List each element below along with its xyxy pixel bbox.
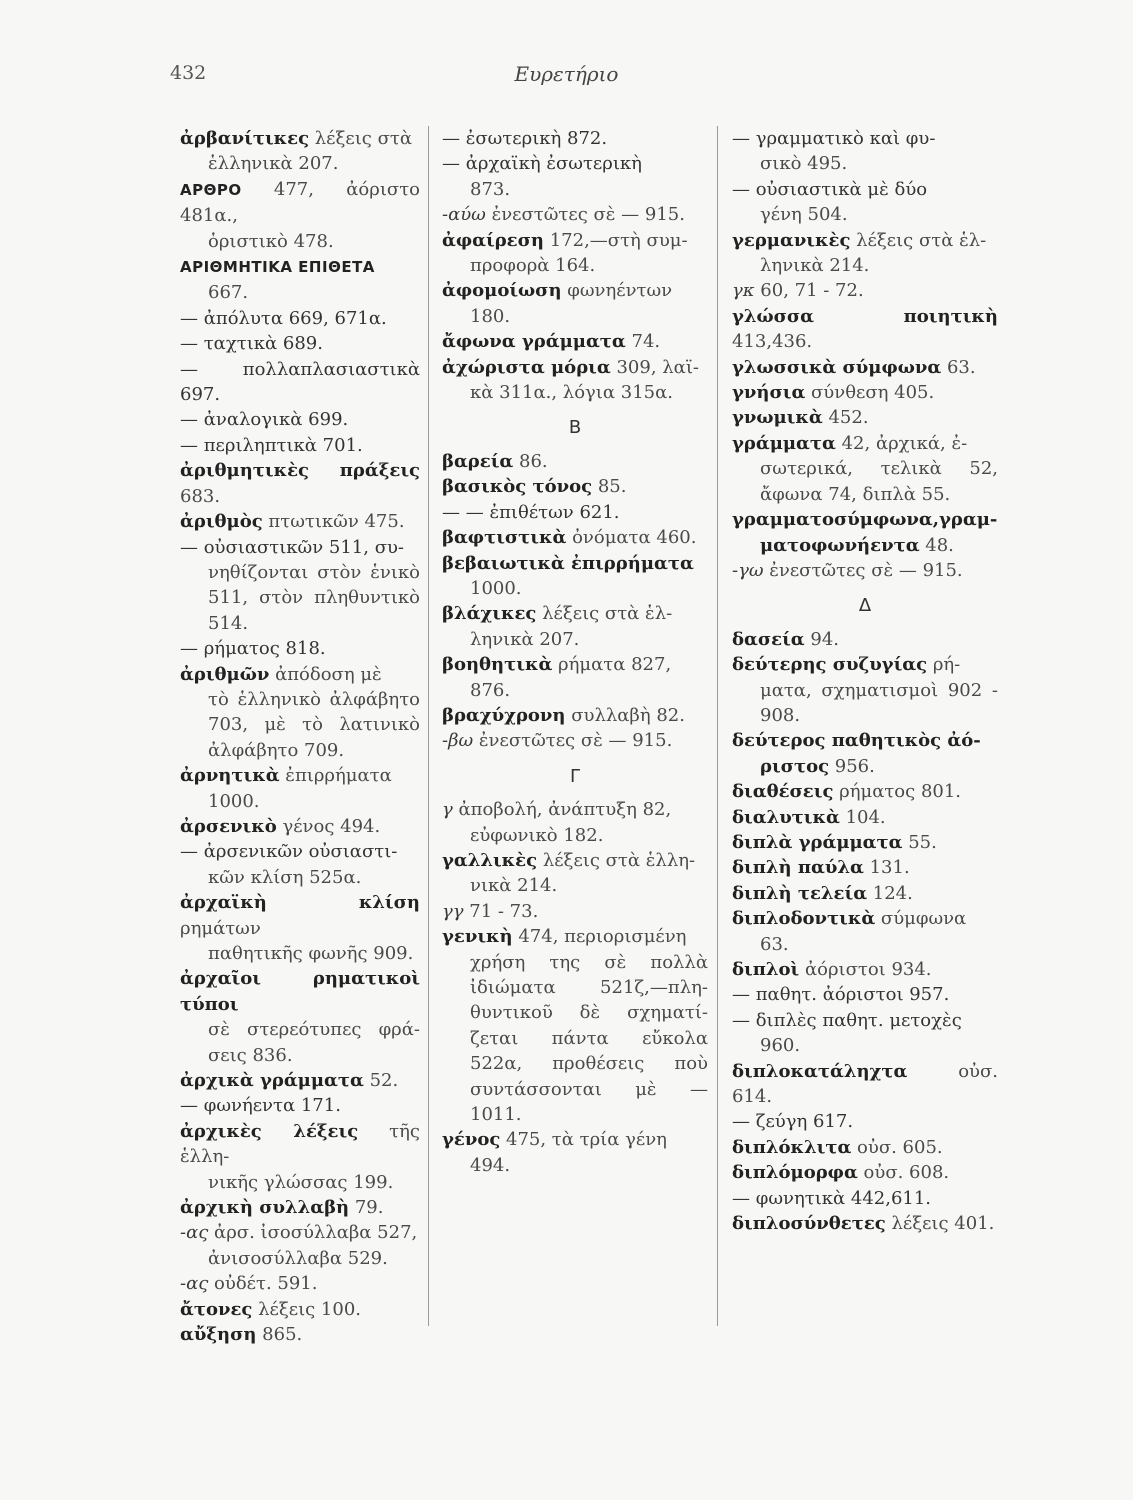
entry-subentry: — — ἐπιθέτων 621.: [442, 501, 620, 523]
entry-text: λέξεις στὰ ἑλ-: [850, 229, 987, 251]
entry-text: ματα, σχηματισμοὶ 902 - 908.: [760, 679, 998, 726]
index-entry: [180, 763, 420, 814]
entry-headword: βασικὸς τόνος: [442, 476, 593, 498]
entry-text: 60, 71 - 72.: [754, 280, 864, 302]
entry-text: κὰ 311α., λόγια 315α.: [470, 382, 673, 404]
entry-headword: διπλὴ τελεία: [732, 882, 868, 904]
index-entry: [442, 525, 708, 550]
entry-continuation: [180, 560, 420, 636]
index-entry: [442, 500, 708, 525]
index-entry: [442, 151, 708, 202]
entry-headword: ἀχώριστα μόρια: [442, 356, 611, 378]
entry-text: 960.: [760, 1035, 801, 1057]
entry-text: ἐπιρρήματα: [279, 765, 392, 787]
entry-text: 63.: [941, 356, 976, 378]
entry-text: ἀπόδοση μὲ: [269, 663, 382, 685]
entry-headword: βαφτιστικὰ: [442, 527, 567, 549]
entry-text: προφορὰ 164.: [470, 255, 596, 277]
entry-continuation: [442, 380, 708, 405]
entry-text: οὐσ. 608.: [857, 1162, 950, 1184]
entry-text: ρημάτων: [180, 917, 261, 939]
entry-headword: ἀριθμῶν: [180, 663, 270, 685]
entry-text: 873.: [470, 178, 511, 200]
entry-suffix: -ας: [180, 1222, 209, 1244]
entry-headword: δεύτερης συζυγίας: [732, 654, 928, 676]
entry-text: 865.: [256, 1324, 303, 1346]
index-entry: [732, 304, 998, 355]
entry-headword: βοηθητικὰ: [442, 654, 553, 676]
entry-subentry: — πολλαπλασιαστικὰ 697.: [180, 358, 420, 406]
entry-text: ρήματα 827,: [552, 654, 672, 676]
page-number: 432: [170, 62, 207, 84]
index-entry: [442, 1127, 708, 1178]
entry-headword: ριστος: [760, 755, 830, 777]
entry-headword: δεύτερος παθητικὸς ἀό-: [732, 730, 981, 752]
entry-suffix: -γω: [732, 559, 764, 581]
index-entry: [180, 1322, 420, 1347]
index-entry: [732, 982, 998, 1007]
entry-text: παθητικῆς φωνῆς 909.: [208, 943, 414, 964]
entry-text: λέξεις 100.: [252, 1298, 362, 1320]
entry-text: νικὰ 214.: [470, 875, 558, 897]
entry-text: 55.: [902, 831, 937, 853]
entry-text: ἀρσ. ἰσοσύλλαβα 527,: [208, 1222, 418, 1244]
index-entry: [732, 1186, 998, 1211]
entry-headword: ἀφομοίωση: [442, 280, 562, 302]
entry-text: 63.: [760, 933, 789, 955]
index-entry: [732, 228, 998, 279]
entry-text: τῆς ἑλλη-: [180, 1120, 421, 1168]
entry-subentry: — ἀρσενικῶν οὐσιαστι-: [180, 841, 398, 863]
entry-headword: ΑΡΘΡΟ: [180, 180, 242, 199]
entry-continuation: [732, 754, 998, 779]
index-entry: [732, 1135, 998, 1160]
index-entry: [180, 535, 420, 637]
section-letter: Β: [568, 417, 582, 439]
entry-continuation: [180, 865, 420, 890]
entry-subentry: — φωνητικὰ 442,611.: [732, 1187, 932, 1209]
index-entry: [442, 601, 708, 652]
entry-headword: γράμματα: [732, 432, 836, 454]
entry-continuation: [180, 280, 420, 305]
entry-text: ἀποβολή, ἀνάπτυξη 82,: [452, 799, 672, 821]
entry-text: 85.: [592, 476, 627, 498]
entry-headword: ἀρχικὰ γράμματα: [180, 1070, 364, 1092]
entry-subentry: — φωνήεντα 171.: [180, 1095, 341, 1117]
column-divider: [717, 126, 718, 1326]
entry-text: 71 - 73.: [463, 900, 539, 922]
entry-text: 42, ἀρχικά, ἐ-: [835, 432, 968, 454]
index-entry: [180, 839, 420, 890]
index-entry: [732, 627, 998, 652]
index-entry: [180, 662, 420, 764]
entry-continuation: [180, 1017, 420, 1068]
entry-headword: ἄτονες: [180, 1298, 253, 1320]
entry-text: οὐσ. 614.: [732, 1060, 998, 1108]
entry-text: 74.: [625, 331, 661, 353]
page-header: [0, 62, 1133, 92]
index-entry: [732, 1008, 998, 1059]
index-entry: [180, 636, 420, 661]
entry-text: 452.: [822, 407, 869, 429]
entry-text: γένος 494.: [276, 815, 381, 837]
index-entry: [732, 728, 998, 779]
index-entry: [180, 177, 420, 254]
index-entry: [732, 652, 998, 728]
entry-text: 876.: [470, 679, 511, 701]
entry-suffix: γκ: [732, 280, 755, 302]
entry-headword: διπλόκλιτα: [732, 1136, 852, 1158]
entry-continuation: [442, 823, 708, 848]
entry-continuation: [442, 1153, 708, 1178]
index-entry: [732, 126, 998, 177]
index-entry: [442, 329, 708, 354]
entry-text: 131.: [863, 857, 910, 879]
entry-text: ληνικὰ 214.: [760, 255, 870, 277]
entry-text: 667.: [208, 282, 249, 304]
entry-text: ἐνεστῶτες σὲ — 915.: [763, 559, 963, 581]
index-entry: [732, 1109, 998, 1134]
entry-continuation: [442, 873, 708, 898]
index-entry: [732, 507, 998, 558]
index-entry: [180, 306, 420, 331]
entry-continuation: [732, 202, 998, 227]
index-entry: [180, 331, 420, 356]
index-column-3: [732, 126, 998, 1236]
index-entry: [732, 830, 998, 855]
entry-text: ὁριστικὸ 478.: [208, 230, 334, 252]
index-entry: [732, 1211, 998, 1236]
entry-continuation: [732, 253, 998, 278]
entry-text: ἐνεστῶτες σὲ — 915.: [473, 730, 673, 752]
entry-text: 180.: [470, 305, 511, 327]
entry-text: λέξεις στὰ ἑλλη-: [537, 849, 696, 871]
entry-text: λέξεις στὰ ἑλ-: [536, 603, 673, 625]
entry-headword: ματοφωνήεντα: [760, 534, 920, 556]
entry-text: νικῆς γλώσσας 199.: [208, 1171, 394, 1193]
entry-text: ἀόριστοι 934.: [799, 959, 932, 980]
index-column-1: [180, 126, 420, 1348]
entry-headword: διπλοκατάληχτα: [732, 1060, 908, 1082]
entry-text: λέξεις στὰ: [309, 128, 413, 149]
entry-headword: διαλυτικὰ: [732, 806, 840, 828]
entry-suffix: γ: [442, 799, 453, 821]
index-entry: [442, 355, 708, 406]
entry-continuation: [180, 789, 420, 814]
entry-continuation: [442, 678, 708, 703]
entry-text: λέξεις 401.: [885, 1213, 995, 1235]
entry-headword: γνήσια: [732, 382, 806, 404]
entry-headword: ἀρβανίτικες: [180, 128, 310, 149]
entry-continuation: [732, 1033, 998, 1058]
entry-subentry: — ταχτικὰ 689.: [180, 333, 323, 355]
index-entry: [732, 1059, 998, 1110]
index-entry: [180, 509, 420, 534]
entry-continuation: [442, 253, 708, 278]
entry-headword: βλάχικες: [442, 603, 537, 625]
entry-continuation: [442, 950, 708, 1128]
index-entry: [442, 474, 708, 499]
entry-headword: γένος: [442, 1129, 501, 1151]
entry-text: 86.: [513, 450, 548, 472]
entry-subentry: — ἐσωτερικὴ 872.: [442, 128, 608, 149]
entry-subentry: — ζεύγη 617.: [732, 1111, 854, 1133]
entry-headword: ἀρχικὲς λέξεις: [180, 1120, 359, 1142]
entry-headword: βαρεία: [442, 450, 514, 472]
index-entry: [732, 779, 998, 804]
entry-continuation: [732, 456, 998, 507]
entry-headword: γλώσσα ποιητικὴ: [732, 305, 998, 327]
entry-text: 494.: [470, 1154, 511, 1176]
entry-suffix: γγ: [442, 900, 464, 922]
entry-text: 172,—στὴ συμ-: [543, 229, 688, 251]
entry-text: συλλαβὴ 82.: [565, 704, 685, 726]
index-entry: [180, 966, 420, 1068]
entry-text: 1000.: [470, 577, 522, 599]
entry-text: νηθίζονται στὸν ἑνικὸ 511, στὸν πληθυντικὸ 514.: [208, 561, 420, 634]
entry-headword: διπλὴ παύλα: [732, 857, 864, 879]
entry-continuation: [442, 627, 708, 652]
entry-subentry: — διπλὲς παθητ. μετοχὲς: [732, 1009, 962, 1031]
entry-headword: ἀριθμὸς: [180, 511, 263, 533]
entry-subentry: — περιληπτικὰ 701.: [180, 434, 363, 456]
entry-headword: ἀρχαϊκὴ κλίση: [180, 892, 420, 914]
entry-text: ὀνόματα 460.: [566, 527, 697, 549]
entry-continuation: [732, 151, 998, 176]
entry-text: πτωτικῶν 475.: [262, 511, 405, 533]
entry-continuation: [732, 932, 998, 957]
index-entry: [180, 458, 420, 509]
entry-headword: διπλοσύνθετες: [732, 1213, 886, 1235]
entry-headword: βεβαιωτικὰ ἐπιρρήματα: [442, 552, 694, 574]
entry-subentry: — ρήματος 818.: [180, 638, 326, 660]
index-entry: [180, 1297, 420, 1322]
entry-continuation: [180, 1170, 420, 1195]
entry-continuation: [180, 151, 420, 176]
index-entry: [180, 1068, 420, 1093]
index-entry: [732, 278, 998, 303]
entry-text: 124.: [867, 882, 913, 904]
entry-headword: δασεία: [732, 628, 805, 650]
index-entry: [180, 407, 420, 432]
index-entry: [180, 1271, 420, 1296]
index-entry: [180, 1093, 420, 1118]
index-entry: [732, 881, 998, 906]
section-letter: Δ: [858, 595, 872, 617]
index-entry: [732, 380, 998, 405]
index-entry: [180, 126, 420, 177]
entry-text: 683.: [180, 485, 221, 507]
entry-suffix: -ας: [180, 1273, 209, 1295]
entry-headword: γνωμικὰ: [732, 407, 823, 429]
index-entry: [732, 558, 998, 583]
entry-continuation: [180, 1246, 420, 1271]
entry-headword: διπλοὶ: [732, 959, 800, 980]
entry-subentry: — ἀναλογικὰ 699.: [180, 409, 349, 431]
entry-subentry: — οὐσιαστικῶν 511, συ-: [180, 536, 405, 558]
entry-text: 48.: [919, 534, 954, 556]
entry-headword: ἄφωνα γράμματα: [442, 331, 626, 353]
entry-headword: γλωσσικὰ σύμφωνα: [732, 356, 942, 378]
index-entry: [442, 551, 708, 602]
entry-headword: διαθέσεις: [732, 781, 834, 803]
index-entry: [180, 1220, 420, 1271]
index-entry: [180, 1119, 420, 1195]
index-entry: [442, 848, 708, 899]
index-entry: [442, 449, 708, 474]
entry-text: σικὸ 495.: [760, 153, 848, 175]
entry-headword: γερμανικὲς: [732, 229, 851, 251]
entry-text: 104.: [839, 806, 886, 828]
entry-text: 475, τὰ τρία γένη: [500, 1129, 667, 1151]
entry-text: ἑλληνικὰ 207.: [208, 153, 339, 175]
entry-text: σωτερικά, τελικὰ 52, ἄφωνα 74, διπλὰ 55.: [760, 458, 998, 505]
entry-text: ἐνεστῶτες σὲ — 915.: [485, 204, 685, 226]
entry-suffix: -βω: [442, 730, 474, 752]
index-entry: [180, 357, 420, 408]
entry-headword: ἀριθμητικὲς πράξεις: [180, 460, 420, 482]
index-entry: [442, 278, 708, 329]
index-entry: [442, 202, 708, 227]
index-entry: [180, 814, 420, 839]
index-entry: [732, 855, 998, 880]
entry-text: ρήματος 801.: [833, 781, 962, 803]
index-entry: [732, 405, 998, 430]
entry-headword: διπλὰ γράμματα: [732, 831, 903, 853]
entry-continuation: [442, 304, 708, 329]
entry-text: τὸ ἑλληνικὸ ἀλφάβητο 703, μὲ τὸ λατινικὸ ἀλφάβητο 709.: [208, 688, 420, 761]
entry-text: σύνθεση 405.: [805, 382, 935, 404]
entry-text: σύμφωνα: [875, 908, 967, 930]
index-entry: [442, 924, 708, 1127]
entry-text: ρή-: [927, 654, 961, 676]
index-entry: [180, 1195, 420, 1220]
index-entry: [732, 1160, 998, 1185]
index-entry: [442, 797, 708, 848]
entry-headword: γενικὴ: [442, 926, 513, 948]
entry-text: 474, περιορισμένη: [512, 926, 687, 948]
entry-headword: γραμματοσύμφωνα,γραμ-: [732, 509, 998, 531]
index-entry: [442, 228, 708, 279]
entry-subentry: — γραμματικὸ καὶ φυ-: [732, 128, 936, 149]
entry-text: 94.: [804, 628, 839, 650]
entry-text: 477, ἀόριστο 481α.,: [180, 178, 420, 227]
entry-text: χρήση της σὲ πολλὰ ἰδιώματα 521ζ,—πλη-θυντικοῦ δὲ σχηματί-ζεται πάντα εὔκολα 522α, προθέσεις ποὺ συντάσσονται μὲ — 1011.: [470, 951, 708, 1126]
entry-text: κῶν κλίση 525α.: [208, 866, 362, 888]
entry-text: 309, λαϊ-: [610, 356, 699, 378]
column-divider: [428, 126, 429, 1326]
entry-text: οὐσ. 605.: [851, 1136, 943, 1158]
entry-continuation: [732, 533, 998, 558]
index-entry: [442, 703, 708, 728]
entry-headword: διπλόμορφα: [732, 1162, 858, 1184]
entry-headword: βραχύχρονη: [442, 704, 566, 726]
entry-text: ἀνισοσύλλαβα 529.: [208, 1247, 388, 1269]
entry-subentry: — οὐσιαστικὰ μὲ δύο: [732, 178, 928, 200]
index-entry: [732, 355, 998, 380]
index-entry: [442, 899, 708, 924]
entry-text: γένη 504.: [760, 204, 848, 226]
entry-subentry: — ἀρχαϊκὴ ἐσωτερικὴ: [442, 153, 642, 175]
entry-suffix: -αύω: [442, 204, 486, 226]
entry-headword: ἀφαίρεση: [442, 229, 544, 251]
index-entry: [180, 890, 420, 966]
entry-text: 52.: [363, 1070, 399, 1092]
entry-headword: ἀρχικὴ συλλαβὴ: [180, 1197, 350, 1219]
entry-subentry: — ἀπόλυτα 669, 671α.: [180, 307, 387, 329]
index-entry: [180, 433, 420, 458]
running-title: Ευρετήριο: [514, 62, 619, 86]
entry-text: 956.: [829, 755, 875, 777]
entry-text: οὐδέτ. 591.: [208, 1273, 318, 1295]
entry-continuation: [180, 941, 420, 966]
entry-headword: γαλλικὲς: [442, 849, 538, 871]
section-letter: Γ: [569, 765, 581, 787]
index-entry: [732, 431, 998, 507]
index-entry: [442, 126, 708, 151]
entry-headword: ἀρνητικὰ: [180, 765, 280, 787]
index-entry: [732, 177, 998, 228]
entry-headword: ΑΡΙΘΜΗΤΙΚΑ ΕΠΙΘΕΤΑ: [180, 258, 375, 277]
index-entry: [732, 805, 998, 830]
entry-text: εὐφωνικὸ 182.: [470, 824, 604, 846]
entry-continuation: [442, 576, 708, 601]
entry-continuation: [442, 177, 708, 202]
index-entry: [732, 957, 998, 982]
entry-continuation: [732, 678, 998, 729]
index-entry: [442, 728, 708, 753]
entry-text: ληνικὰ 207.: [470, 628, 580, 650]
entry-continuation: [180, 687, 420, 763]
entry-text: 1000.: [208, 790, 260, 812]
index-entry: [442, 652, 708, 703]
entry-headword: ἀρχαῖοι ρηματικοὶ τύποι: [180, 968, 420, 1015]
entry-text: 79.: [349, 1197, 384, 1219]
entry-text: σὲ στερεότυπες φρά-σεις 836.: [208, 1019, 420, 1066]
entry-text: φωνηέντων: [561, 280, 673, 302]
index-entry: [180, 254, 420, 306]
entry-text: 413,436.: [732, 331, 813, 353]
index-column-2: [442, 126, 708, 1178]
index-entry: [732, 906, 998, 957]
entry-headword: ἀρσενικὸ: [180, 815, 277, 837]
entry-subentry: — παθητ. ἀόριστοι 957.: [732, 984, 950, 1006]
entry-headword: αὔξηση: [180, 1324, 257, 1346]
entry-headword: διπλοδοντικὰ: [732, 908, 876, 930]
entry-continuation: [180, 229, 420, 254]
